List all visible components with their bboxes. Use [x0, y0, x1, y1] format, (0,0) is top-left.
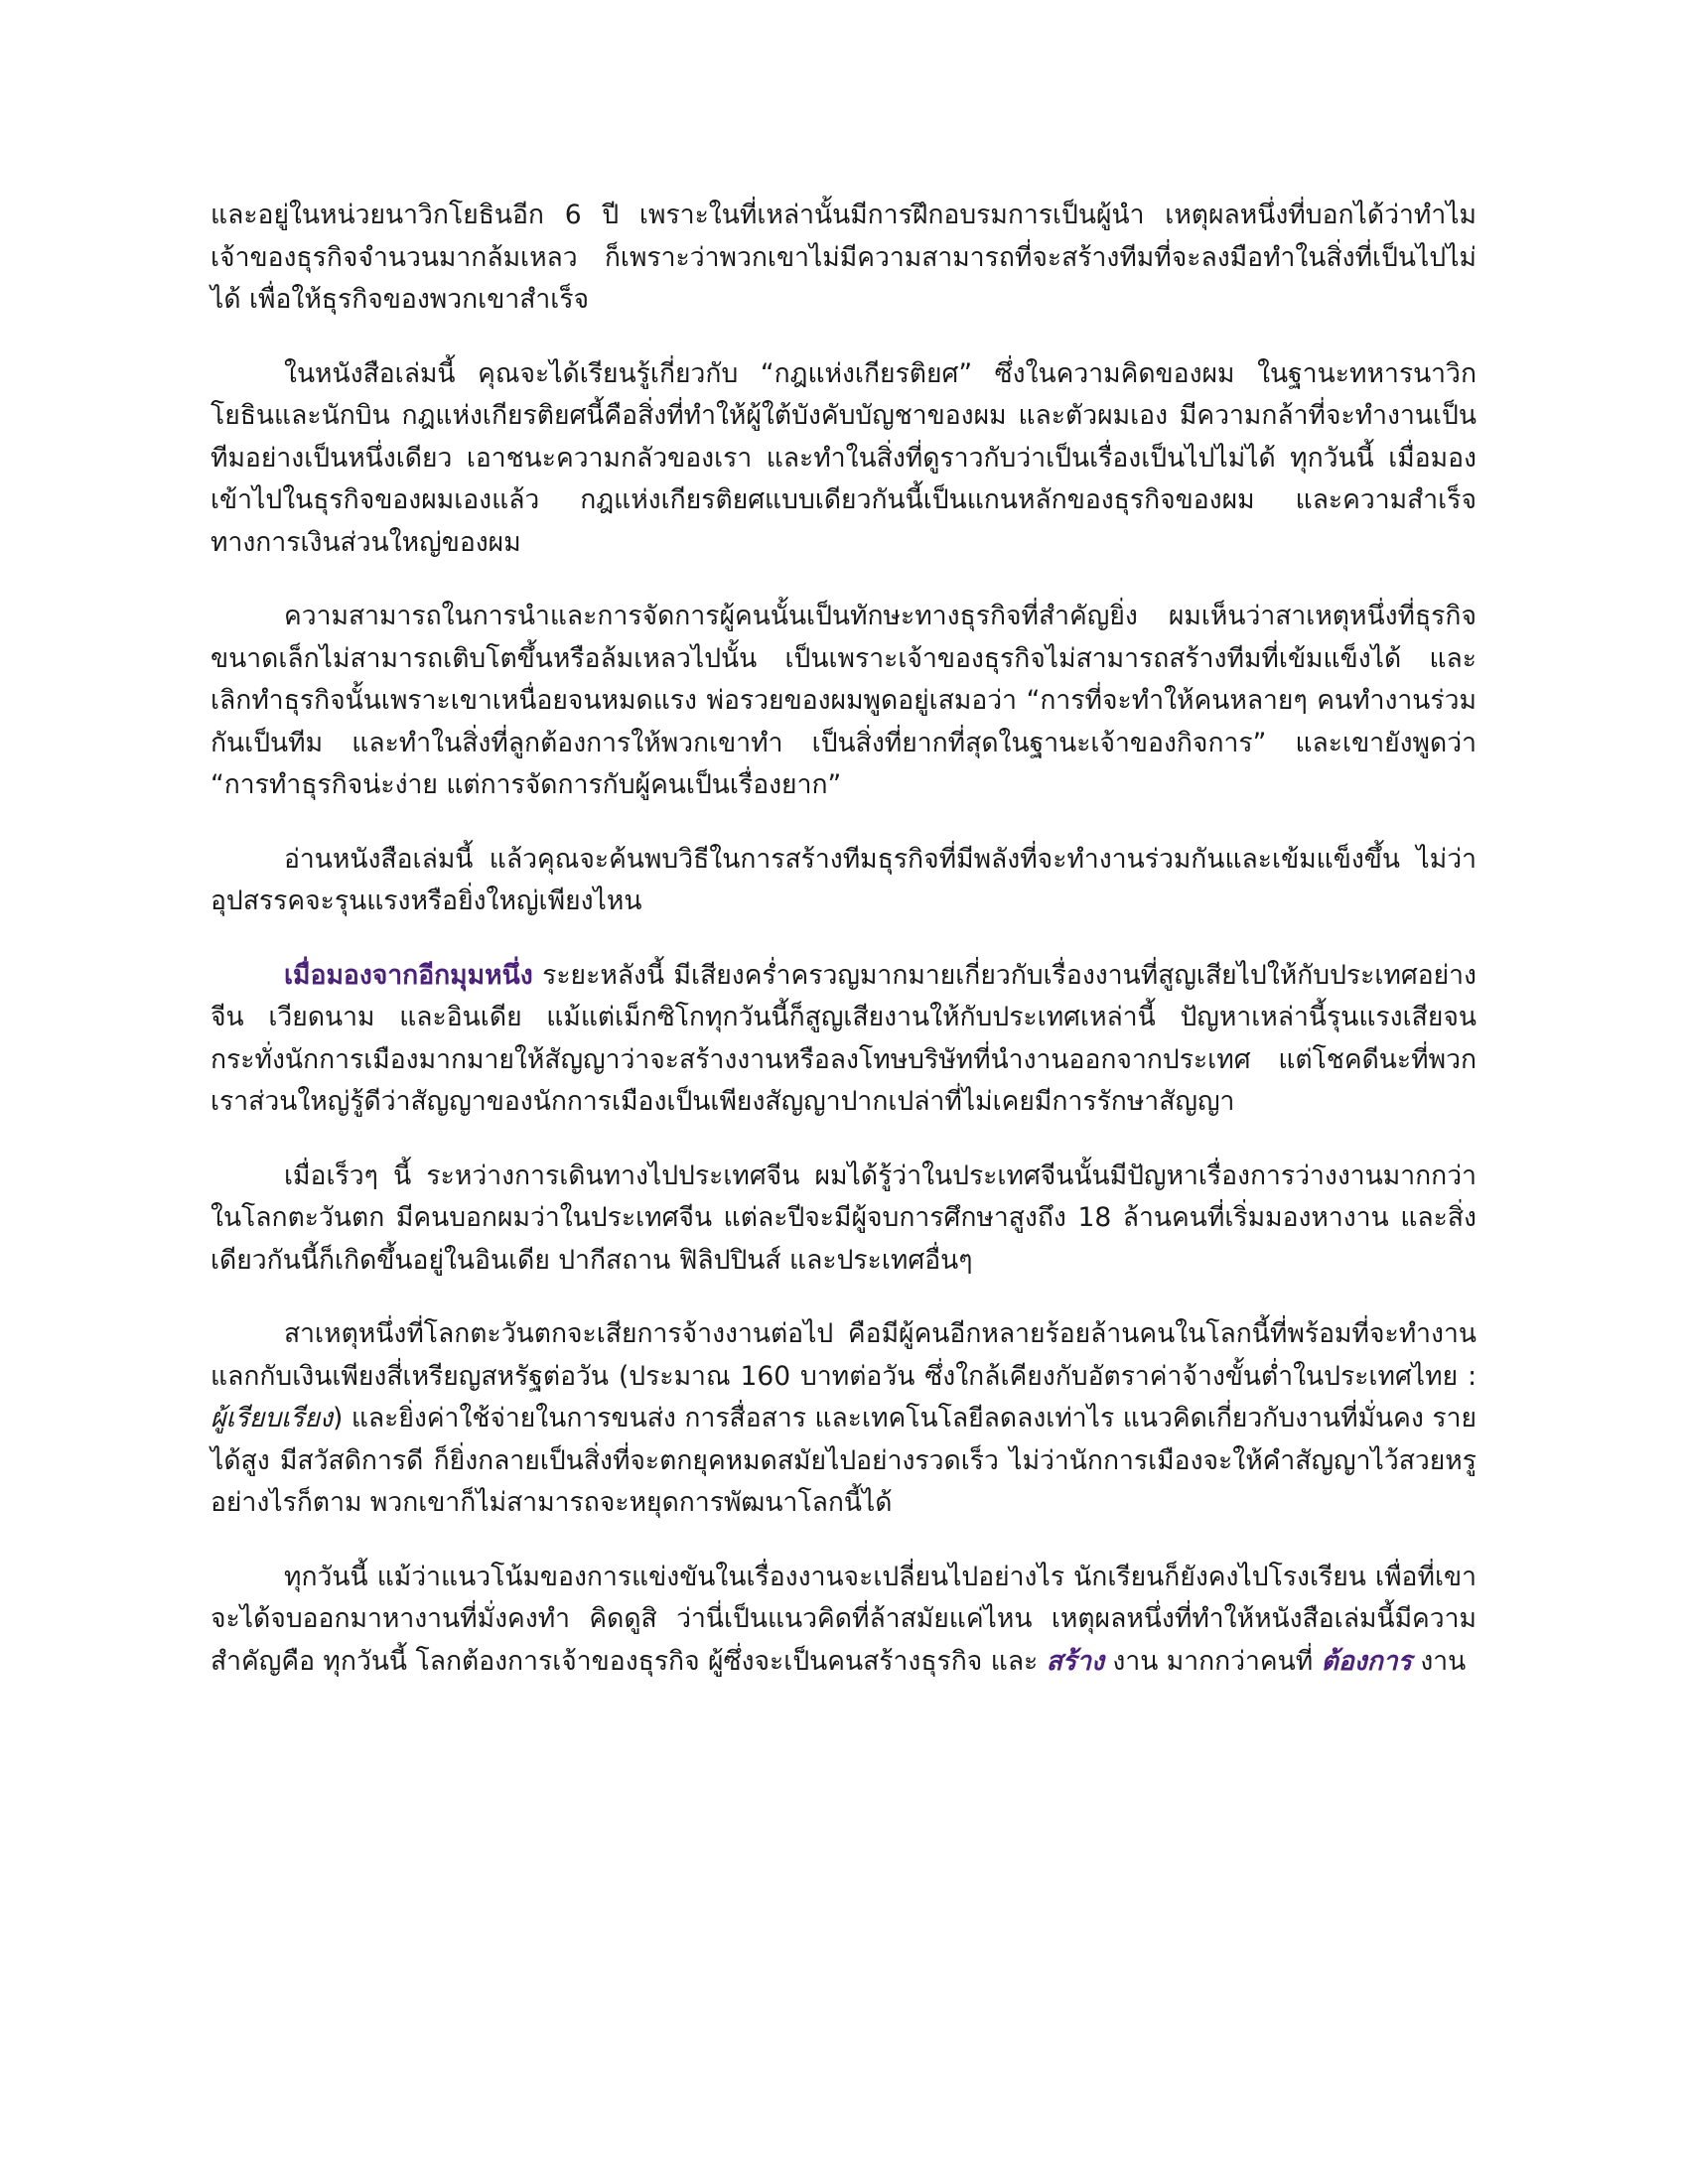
emphasis-want: ต้องการ [1321, 1645, 1412, 1677]
document-body [211, 195, 1477, 1714]
paragraph-3-text: ความสามารถในการนำและการจัดการผู้คนนั้นเป็นทักษะทางธุรกิจที่สำคัญยิ่ง ผมเห็นว่าสาเหตุหนึ่งที่ธุรกิจขนาดเล็กไม่สามารถเติบโตขึ้นหรือล้มเหลวไปนั้น เป็นเพราะเจ้าของธุรกิจไม่สามารถสร้างทีมที่เข้มแข็งได้ และเลิกทำธุรกิจนั้นเพราะเขาเหนื่อยจนหมดแรง พ่อรวยของผมพูดอยู่เสมอว่า “การที่จะทำให้คนหลายๆ คนทำงานร่วมกันเป็นทีม และทำในสิ่งที่ลูกต้องการให้พวกเขาทำ เป็นสิ่งที่ยากที่สุดในฐานะเจ้าของกิจการ” และเขายังพูดว่า “การทำธุรกิจน่ะง่าย แต่การจัดการกับผู้คนเป็นเรื่องยาก” [211, 601, 1477, 800]
paragraph-4 [211, 839, 1477, 923]
paragraph-8-text-c: งาน [1411, 1645, 1467, 1677]
paragraph-6 [211, 1156, 1477, 1283]
paragraph-5-text: ระยะหลังนี้ มีเสียงคร่ำครวญมากมายเกี่ยวกับเรื่องงานที่สูญเสียไปให้กับประเทศอย่างจีน เวียดนาม และอินเดีย แม้แต่เม็กซิโกทุกวันนี้ก็สูญเสียงานให้กับประเทศเหล่านี้ ปัญหาเหล่านี้รุนแรงเสียจนกระทั่งนักการเมืองมากมายให้สัญญาว่าจะสร้างงานหรือลงโทษบริษัทที่นำงานออกจากประเทศ แต่โชคดีนะที่พวกเราส่วนใหญ่รู้ดีว่าสัญญาของนักการเมืองเป็นเพียงสัญญาปากเปล่าที่ไม่เคยมีการรักษาสัญญา [211, 959, 1477, 1117]
editor-note: ผู้เรียบเรียง [211, 1403, 333, 1433]
paragraph-8 [211, 1557, 1477, 1684]
paragraph-7-text-b: ) และยิ่งค่าใช้จ่ายในการขนส่ง การสื่อสาร และเทคโนโลยีลดลงเท่าไร แนวคิดเกี่ยวกับงานที่มั่นคง รายได้สูง มีสวัสดิการดี ก็ยิ่งกลายเป็นสิ่งที่จะตกยุคหมดสมัยไปอย่างรวดเร็ว ไม่ว่านักการเมืองจะให้คำสัญญาไว้สวยหรูอย่างไรก็ตาม พวกเขาก็ไม่สามารถจะหยุดการพัฒนาโลกนี้ได้ [211, 1403, 1477, 1518]
paragraph-5 [211, 955, 1477, 1124]
paragraph-4-text: อ่านหนังสือเล่มนี้ แล้วคุณจะค้นพบวิธีในการสร้างทีมธุรกิจที่มีพลังที่จะทำงานร่วมกันและเข้มแข็งขึ้น ไม่ว่าอุปสรรคจะรุนแรงหรือยิ่งใหญ่เพียงไหน [211, 843, 1477, 916]
paragraph-2 [211, 353, 1477, 565]
paragraph-8-text-b: งาน มากกว่าคนที่ [1103, 1645, 1322, 1677]
paragraph-1-text: และอยู่ในหน่วยนาวิกโยธินอีก 6 ปี เพราะในที่เหล่านั้นมีการฝึกอบรมการเป็นผู้นำ เหตุผลหนึ่งที่บอกได้ว่าทำไมเจ้าของธุรกิจจำนวนมากล้มเหลว ก็เพราะว่าพวกเขาไม่มีความสามารถที่จะสร้างทีมที่จะลงมือทำในสิ่งที่เป็นไปไม่ได้ เพื่อให้ธุรกิจของพวกเขาสำเร็จ [211, 200, 1477, 315]
paragraph-8-text-a: ทุกวันนี้ แม้ว่าแนวโน้มของการแข่งขันในเรื่องงานจะเปลี่ยนไปอย่างไร นักเรียนก็ยังคงไปโรงเรียน เพื่อที่เขาจะได้จบออกมาหางานที่มั่งคงทำ คิดดูสิ ว่านี่เป็นแนวคิดที่ล้าสมัยแค่ไหน เหตุผลหนึ่งที่ทำให้หนังสือเล่มนี้มีความสำคัญคือ ทุกวันนี้ โลกต้องการเจ้าของธุรกิจ ผู้ซึ่งจะเป็นคนสร้างธุรกิจ และ [211, 1561, 1477, 1677]
paragraph-1 [211, 195, 1477, 322]
paragraph-3 [211, 596, 1477, 807]
paragraph-7-text-a: สาเหตุหนึ่งที่โลกตะวันตกจะเสียการจ้างงานต่อไป คือมีผู้คนอีกหลายร้อยล้านคนในโลกนี้ที่พร้อมที่จะทำงานแลกกับเงินเพียงสี่เหรียญสหรัฐต่อวัน (ประมาณ 160 บาทต่อวัน ซึ่งใกล้เคียงกับอัตราค่าจ้างขั้นต่ำในประเทศไทย : [211, 1318, 1477, 1392]
paragraph-2-text: ในหนังสือเล่มนี้ คุณจะได้เรียนรู้เกี่ยวกับ “กฎแห่งเกียรติยศ” ซึ่งในความคิดของผม ในฐานะทหารนาวิกโยธินและนักบิน กฎแห่งเกียรติยศนี้คือสิ่งที่ทำให้ผู้ใต้บังคับบัญชาของผม และตัวผมเอง มีความกล้าที่จะทำงานเป็นทีมอย่างเป็นหนึ่งเดียว เอาชนะความกลัวของเรา และทำในสิ่งที่ดูราวกับว่าเป็นเรื่องเป็นไปไม่ได้ ทุกวันนี้ เมื่อมองเข้าไปในธุรกิจของผมเองแล้ว กฎแห่งเกียรติยศแบบเดียวกันนี้เป็นแกนหลักของธุรกิจของผม และความสำเร็จทางการเงินส่วนใหญ่ของผม [211, 357, 1477, 558]
paragraph-6-text: เมื่อเร็วๆ นี้ ระหว่างการเดินทางไปประเทศจีน ผมได้รู้ว่าในประเทศจีนนั้นมีปัญหาเรื่องการว่างงานมากกว่าในโลกตะวันตก มีคนบอกผมว่าในประเทศจีน แต่ละปีจะมีผู้จบการศึกษาสูงถึง 18 ล้านคนที่เริ่มมองหางาน และสิ่งเดียวกันนี้ก็เกิดขึ้นอยู่ในอินเดีย ปากีสถาน ฟิลิปปินส์ และประเทศอื่นๆ [211, 1160, 1477, 1276]
paragraph-7 [211, 1313, 1477, 1525]
section-lead-heading: เมื่อมองจากอีกมุมหนึ่ง [284, 959, 533, 991]
emphasis-create: สร้าง [1046, 1645, 1104, 1677]
